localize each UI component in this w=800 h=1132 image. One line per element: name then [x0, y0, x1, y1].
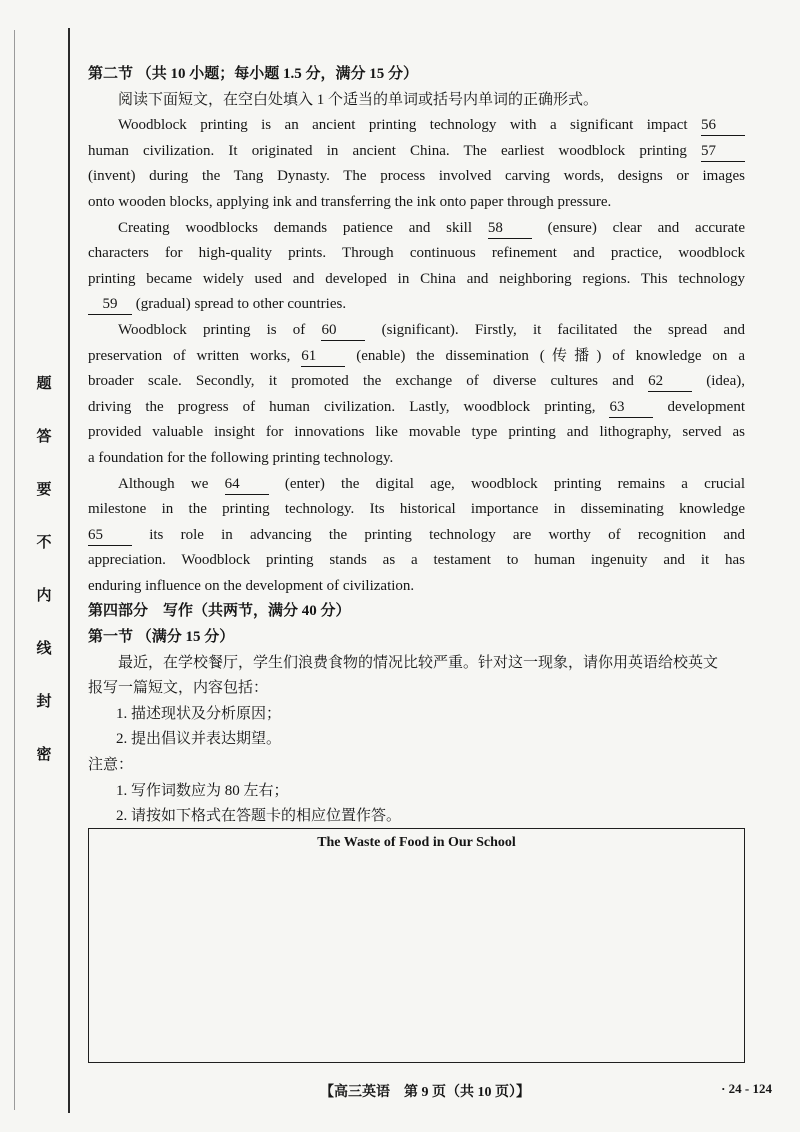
passage-line: [88, 523, 745, 549]
passage-text: Although we: [118, 475, 209, 492]
passage-text: (enable) the dissemination (传播) of knowledge on a: [356, 347, 745, 364]
passage-text: (enter) the digital age, woodblock printing remains a crucial: [284, 475, 745, 492]
content-point: 1. 描述现状及分析原因；: [116, 705, 282, 722]
exam-content: [88, 62, 745, 830]
passage-line: [88, 164, 745, 190]
writing-prompt: 最近，在学校餐厅，学生们浪费食物的情况比较严重。针对这一现象，请你用英语给校英文: [118, 654, 719, 671]
answer-blank[interactable]: 61: [301, 347, 345, 367]
passage-line: [88, 241, 745, 267]
passage-text: printing became widely used and developed in China and neighboring regions. This technology: [88, 270, 745, 287]
footer-page-info: 【高三英语 第 9 页（共 10 页）】: [320, 1085, 530, 1100]
answer-blank[interactable]: 60: [321, 321, 365, 341]
passage-line: [88, 446, 745, 472]
answer-blank[interactable]: 63: [609, 398, 653, 418]
passage-text: (ensure) clear and accurate: [547, 219, 746, 236]
margin-char: 题: [36, 376, 52, 392]
passage-paragraph-4: [88, 472, 745, 600]
passage-line: [88, 190, 745, 216]
passage-line: [88, 113, 745, 139]
passage-line: [88, 420, 745, 446]
passage-line: [88, 574, 745, 600]
passage-text: (idea),: [706, 373, 745, 390]
page-footer: [0, 1081, 800, 1105]
essay-title: The Waste of Food in Our School: [317, 835, 516, 850]
answer-blank[interactable]: 59: [88, 295, 132, 315]
passage-line: [88, 318, 745, 344]
passage-text: provided valuable insight for innovations like movable type printing and lithography, served as: [88, 424, 745, 441]
margin-char: 内: [36, 588, 52, 604]
passage-text: milestone in the printing technology. Its historical importance in disseminating knowledge: [88, 501, 745, 518]
passage-text: driving the progress of human civilization. Lastly, woodblock printing,: [88, 398, 596, 415]
passage-line: [88, 216, 745, 242]
passage-text: a foundation for the following printing technology.: [88, 449, 394, 466]
margin-char: 封: [36, 694, 52, 710]
passage-text: characters for high-quality prints. Through continuous refinement and practice, woodblock: [88, 245, 745, 262]
margin-char: 密: [36, 747, 52, 763]
content-point: 2. 提出倡议并表达期望。: [116, 731, 282, 748]
passage-line: [88, 344, 745, 370]
passage-text: (invent) during the Tang Dynasty. The process involved carving words, designs or images: [88, 168, 745, 185]
answer-blank[interactable]: 58: [488, 219, 532, 239]
passage-text: appreciation. Woodblock printing stands as a testament to human ingenuity and it has: [88, 552, 745, 569]
passage-text: human civilization. It originated in ancient China. The earliest woodblock printing: [88, 142, 687, 159]
passage-line: [88, 369, 745, 395]
passage-text: onto wooden blocks, applying ink and transferring the ink onto paper through pressure.: [88, 193, 612, 210]
passage-text: Woodblock printing is of: [118, 321, 306, 338]
passage-line: [88, 472, 745, 498]
margin-char: 线: [36, 641, 52, 657]
note-item: 1. 写作词数应为 80 左右；: [116, 782, 289, 799]
notes-label: 注意：: [88, 757, 134, 774]
binding-line: [68, 28, 70, 1113]
note-item: 2. 请按如下格式在答题卡的相应位置作答。: [116, 808, 402, 825]
passage-paragraph-2: [88, 216, 745, 318]
passage-line: [88, 497, 745, 523]
passage-text: development: [667, 398, 745, 415]
passage-line: [88, 292, 745, 318]
section-heading: 第二节 （共 10 小题；每小题 1.5 分，满分 15 分）: [88, 66, 419, 82]
passage-text: Creating woodblocks demands patience and skill: [118, 219, 473, 236]
writing-prompt: 报写一篇短文，内容包括：: [88, 680, 269, 697]
passage-text: broader scale. Secondly, it promoted the exchange of diverse cultures and: [88, 373, 634, 390]
section-heading: 第一节 （满分 15 分）: [88, 629, 235, 646]
answer-blank[interactable]: 57: [701, 142, 745, 162]
instruction: 阅读下面短文，在空白处填入 1 个适当的单词或括号内单词的正确形式。: [118, 91, 599, 108]
passage-paragraph-3: [88, 318, 745, 472]
passage-text: (gradual) spread to other countries.: [135, 296, 347, 313]
answer-blank[interactable]: 56: [701, 116, 745, 136]
passage-text: preservation of written works,: [88, 347, 291, 364]
margin-char: 不: [36, 535, 52, 551]
margin-char: 答: [36, 429, 52, 445]
answer-blank[interactable]: 64: [225, 475, 269, 495]
answer-blank[interactable]: 65: [88, 526, 132, 546]
passage-line: [88, 548, 745, 574]
essay-answer-box[interactable]: [88, 828, 745, 1063]
answer-blank[interactable]: 62: [648, 372, 692, 392]
passage-text: Woodblock printing is an ancient printing technology with a significant impact: [118, 117, 688, 134]
passage-line: [88, 395, 745, 421]
passage-line: [88, 139, 745, 165]
part-heading: 第四部分 写作（共两节，满分 40 分）: [88, 603, 351, 620]
footer-code: · 24 - 124: [721, 1081, 772, 1096]
margin-char: 要: [36, 482, 52, 498]
passage-text: its role in advancing the printing technology are worthy of recognition and: [149, 526, 746, 543]
margin-border-line: [14, 30, 15, 1110]
passage-text: (significant). Firstly, it facilitated the spread and: [381, 321, 746, 338]
passage-text: enduring influence on the development of civilization.: [88, 577, 415, 594]
passage-paragraph-1: [88, 113, 745, 215]
passage-line: [88, 267, 745, 293]
